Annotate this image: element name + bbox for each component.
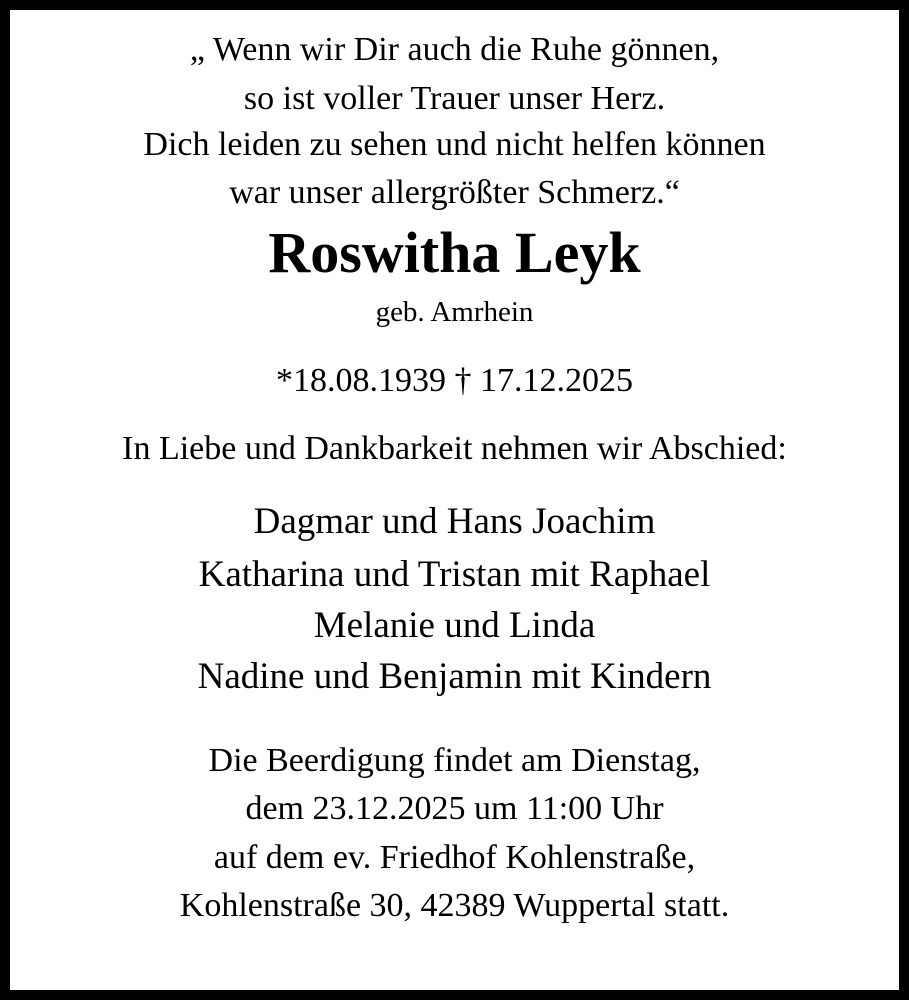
farewell-text: In Liebe und Dankbarkeit nehmen wir Abschied: (122, 430, 787, 467)
funeral-line-4: Kohlenstraße 30, 42389 Wuppertal statt. (179, 887, 730, 924)
poem-line-3: Dich leiden zu sehen und nicht helfen können (143, 126, 766, 163)
deceased-name: Roswitha Leyk (268, 220, 641, 285)
mourner-line-4: Nadine und Benjamin mit Kindern (197, 656, 712, 697)
mourner-line-3: Melanie und Linda (313, 605, 596, 646)
poem-line-2: so ist voller Trauer unser Herz. (243, 80, 666, 117)
poem-line-4: war unser allergrößter Schmerz.“ (229, 174, 680, 211)
mourner-line-2: Katharina und Tristan mit Raphael (198, 554, 711, 595)
life-dates: *18.08.1939 † 17.12.2025 (276, 362, 633, 399)
funeral-line-1: Die Beerdigung findet am Dienstag, (208, 742, 701, 779)
poem-line-1: „ Wenn wir Dir auch die Ruhe gönnen, (189, 31, 720, 68)
funeral-line-2: dem 23.12.2025 um 11:00 Uhr (245, 790, 664, 827)
birth-name: geb. Amrhein (375, 296, 534, 328)
mourner-line-1: Dagmar und Hans Joachim (253, 501, 656, 542)
funeral-line-3: auf dem ev. Friedhof Kohlenstraße, (213, 839, 696, 876)
